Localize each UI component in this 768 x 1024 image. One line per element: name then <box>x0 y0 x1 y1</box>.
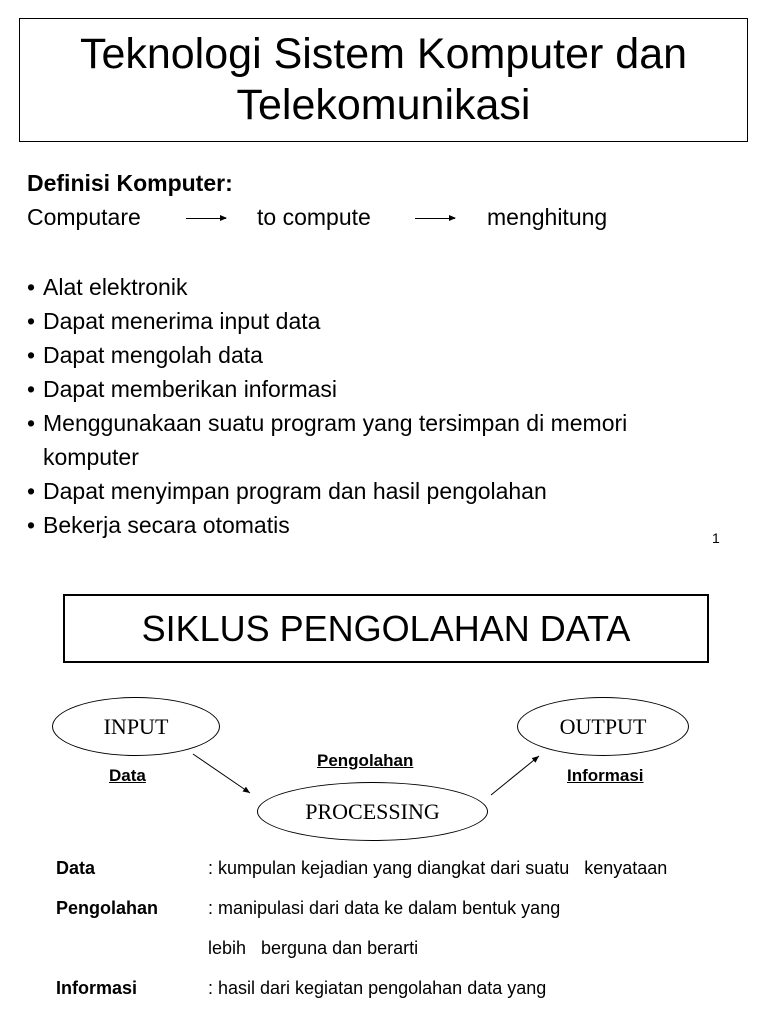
definition-term: Informasi <box>56 978 138 998</box>
bullet-icon: • <box>27 478 36 504</box>
slide2-title: SIKLUS PENGOLAHAN DATA <box>141 607 631 649</box>
list-item: • Dapat mengolah data <box>27 338 747 372</box>
bullet-icon: • <box>27 376 36 402</box>
definition-term: Data <box>56 858 96 878</box>
definition-heading: Definisi Komputer: <box>27 170 233 196</box>
list-item: • Dapat memberikan informasi <box>27 372 747 406</box>
list-item: • Menggunakaan suatu program yang tersimpan di memori komputer <box>27 406 747 474</box>
definition-desc: : manipulasi dari data ke dalam bentuk yang lebih berguna dan berarti <box>208 898 561 958</box>
input-node: INPUT <box>52 697 220 756</box>
definition-desc: : hasil dari kegiatan pengolahan data yang <box>208 978 547 998</box>
definition-list <box>56 848 678 1008</box>
bullet-icon: • <box>27 308 36 334</box>
bullet-icon: • <box>27 342 36 368</box>
definition-desc: : kumpulan kejadian yang diangkat dari suatu kenyataan <box>208 858 668 878</box>
input-to-processing-arrow <box>193 754 250 793</box>
etymology-indonesian: menghitung <box>487 204 608 230</box>
etymology-english: to compute <box>257 204 371 230</box>
list-item: • Dapat menyimpan program dan hasil pengolahan <box>27 474 747 508</box>
page-number: 1 <box>712 530 720 546</box>
slide-title: Teknologi Sistem Komputer dan Telekomunikasi <box>79 30 688 129</box>
processing-to-output-arrow <box>491 756 539 795</box>
definition-row <box>56 848 678 888</box>
bullet-icon: • <box>27 512 36 538</box>
definition-row <box>56 888 678 968</box>
definition-term: Pengolahan <box>56 898 159 918</box>
label-informasi: Informasi <box>567 766 644 785</box>
etymology-latin: Computare <box>27 204 141 230</box>
output-node: OUTPUT <box>517 697 689 756</box>
list-item: • Alat elektronik <box>27 270 747 304</box>
label-pengolahan: Pengolahan <box>317 751 414 770</box>
definition-row <box>56 968 678 1008</box>
processing-node: PROCESSING <box>257 782 488 841</box>
label-data: Data <box>109 766 146 785</box>
bullet-icon: • <box>27 410 36 436</box>
bullet-icon: • <box>27 274 36 300</box>
list-item: • Bekerja secara otomatis <box>27 508 747 542</box>
list-item: • Dapat menerima input data <box>27 304 747 338</box>
